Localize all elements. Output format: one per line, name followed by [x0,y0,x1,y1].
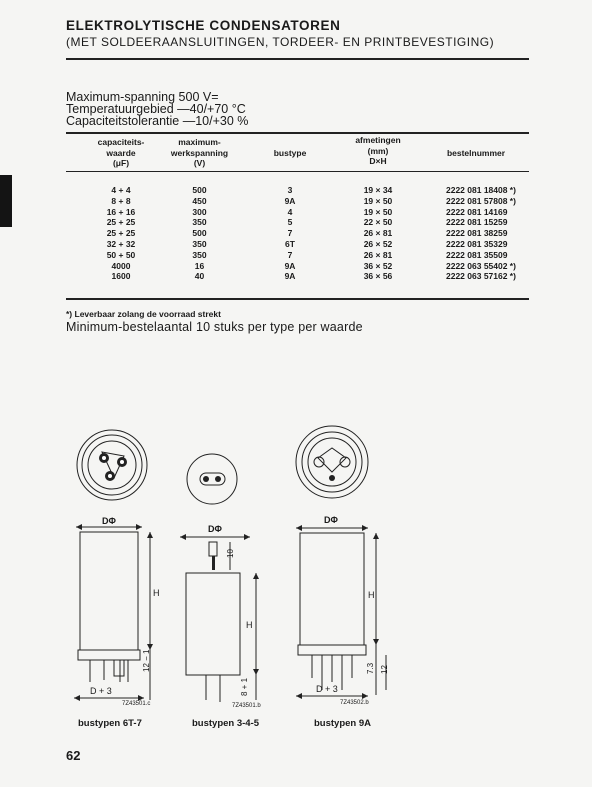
table-cell-cap: 4 + 4 [111,185,131,195]
table-cell-volt: 16 [194,260,205,271]
header-dimensions-line2: (mm) [367,145,389,156]
middle-caption: bustypen 3-4-5 [192,718,260,729]
table-cell-order: 2222 081 14169 [446,206,508,217]
left-caption: bustypen 6T-7 [78,718,142,729]
left-d-label: DΦ [102,516,116,526]
table-cell-bus: 9A [284,195,296,206]
page-subtitle: (MET SOLDEERAANSLUITINGEN, TORDEER- EN PRINTBEVESTIGING) [66,35,495,49]
table-cell-cap: 4000 [111,260,131,271]
right-caption: bustypen 9A [314,718,372,729]
spec-max-voltage: Maximum-spanning 500 V= [66,90,219,104]
table-cell-volt: 450 [192,195,207,206]
table-cell-order: 2222 081 15259 [446,217,508,228]
right-d3-label: D + 3 [316,684,338,694]
table-cell-order: 2222 063 55402 *) [446,260,516,271]
table-cell-order: 2222 081 57808 *) [446,195,516,206]
left-d3-label: D + 3 [90,686,112,696]
spec-temperature: Temperatuurgebied —40/+70 °C [66,102,246,116]
table-cell-bus: 7 [287,249,293,260]
table-cell-volt: 40 [194,271,205,282]
table-cell-bus: 6T [285,239,295,249]
table-cell-dim: 26 × 81 [363,228,393,239]
table-cell-cap: 32 + 32 [106,239,136,249]
middle-d-label: DΦ [208,524,222,534]
middle-side-view [180,534,259,702]
middle-dim-label: 8 + 1 [240,677,249,696]
table-cell-order: 2222 081 18408 *) [446,185,516,195]
left-h-label: H [153,588,160,598]
header-bustype-line1: bustype [273,148,307,158]
table-cell-bus: 3 [287,185,293,195]
header-dimensions-line3: D×H [369,156,387,166]
header-voltage-line1: maximum- [178,137,221,147]
middle-top-view [187,454,237,504]
table-cell-cap: 50 + 50 [106,249,136,260]
header-voltage-line2: werkspanning [170,147,229,158]
table-cell-dim: 36 × 56 [363,271,393,282]
header-capacity-line3: (μF) [112,158,130,168]
right-dim1-label: 7.3 [366,662,375,674]
table-cell-cap: 1600 [111,271,131,282]
table-cell-dim: 26 × 52 [363,239,393,249]
table-cell-dim: 36 × 52 [363,260,393,271]
right-d-label: DΦ [324,515,338,525]
header-voltage-line3: (V) [193,158,206,168]
middle-h-label: H [246,620,253,630]
table-cell-order: 2222 081 35329 [446,239,508,249]
right-top-view [296,426,368,498]
table-cell-cap: 16 + 16 [106,206,136,217]
right-h-label: H [368,590,375,600]
table-cell-cap: 25 + 25 [106,228,136,239]
footnote: *) Leverbaar zolang de voorraad strekt [66,309,221,319]
left-dim-label: 12 − 1 [142,649,151,672]
left-top-view [77,430,147,500]
header-order-line1: bestelnummer [446,148,506,158]
table-cell-dim: 26 × 81 [363,249,393,260]
header-capacity-line2: waarde [106,147,136,158]
header-dimensions-line1: afmetingen [355,135,401,145]
middle-ref: 7Z43501.b [232,703,261,709]
minimum-order-note: Minimum-bestelaantal 10 stuks per type per waarde [66,320,363,334]
table-cell-bus: 4 [287,206,293,217]
table-cell-volt: 300 [192,206,207,217]
table-cell-bus: 9A [284,260,296,271]
table-cell-volt: 500 [192,185,207,195]
table-cell-order: 2222 081 35509 [446,249,508,260]
spec-tolerance: Capaciteitstolerantie —10/+30 % [66,114,249,128]
page-title: ELEKTROLYTISCHE CONDENSATOREN [66,18,341,33]
table-cell-order: 2222 081 38259 [446,228,508,239]
right-dim2-label: 12 [380,665,389,674]
table-cell-cap: 25 + 25 [106,217,136,228]
page-number: 62 [66,748,81,763]
table-cell-bus: 5 [287,217,293,228]
table-cell-bus: 9A [284,271,296,282]
table-cell-bus: 7 [287,228,293,239]
table-cell-volt: 350 [192,239,207,249]
left-side-view [74,524,153,701]
left-ref: 7Z43501.c [122,701,151,707]
table-cell-dim: 22 × 50 [363,217,393,228]
table-cell-dim: 19 × 50 [363,206,393,217]
middle-top-dim: 10 [226,549,235,558]
table-cell-dim: 19 × 50 [363,195,393,206]
header-capacity-line1: capaciteits- [97,137,145,147]
table-cell-cap: 8 + 8 [111,195,131,206]
right-ref: 7Z43502.b [340,700,369,706]
table-cell-order: 2222 063 57162 *) [446,271,516,282]
table-cell-dim: 19 × 34 [363,185,393,195]
table-cell-volt: 500 [192,228,207,239]
table-cell-volt: 350 [192,217,207,228]
table-cell-volt: 350 [192,249,207,260]
